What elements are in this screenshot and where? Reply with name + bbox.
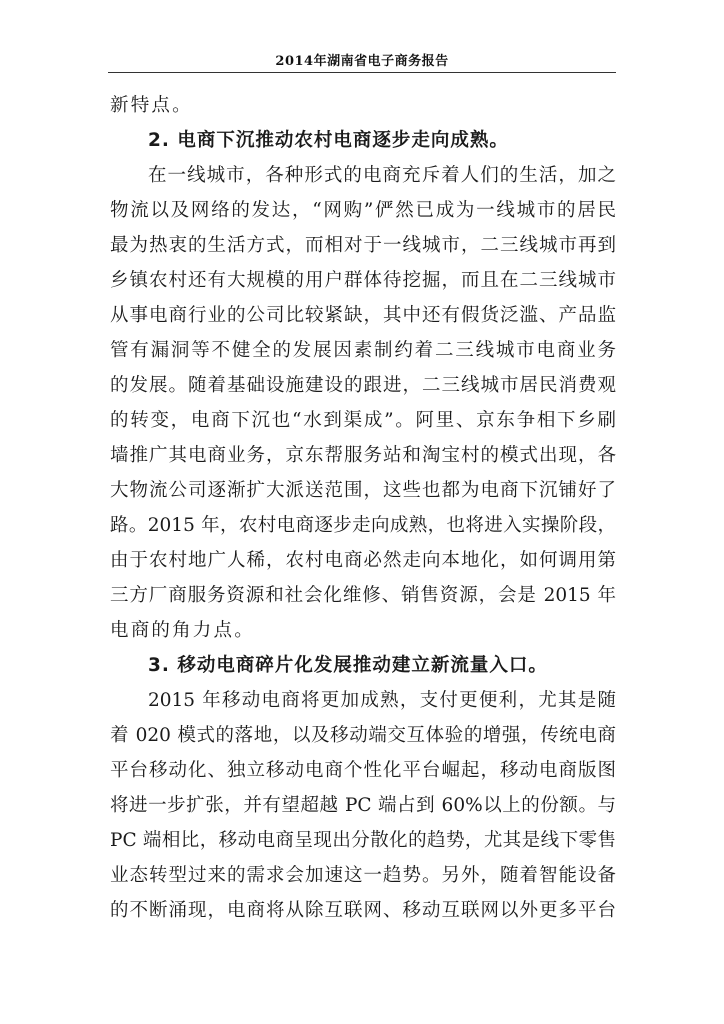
section-heading-3: 3. 移动电商碎片化发展推动建立新流量入口。 <box>148 655 548 676</box>
paragraph-line: 乡镇农村还有大规模的用户群体待挖掘，而且在二三线城市 <box>110 270 616 291</box>
text-line: 新特点。 <box>110 95 193 116</box>
paragraph-line: 三方厂商服务资源和社会化维修、销售资源，会是 2015 年 <box>110 585 616 606</box>
paragraph-line: 的转变，电商下沉也“水到渠成”。阿里、京东争相下乡刷 <box>110 410 616 431</box>
paragraph-line: 在一线城市，各种形式的电商充斥着人们的生活，加之 <box>148 165 616 186</box>
paragraph-line: 业态转型过来的需求会加速这一趋势。另外，随着智能设备 <box>110 865 616 886</box>
running-header-title: 2014年湖南省电子商务报告 <box>275 54 449 69</box>
paragraph-line: 着 020 模式的落地，以及移动端交互体验的增强，传统电商 <box>110 725 616 746</box>
paragraph-line: 从事电商行业的公司比较紧缺，其中还有假货泛滥、产品监 <box>110 305 616 326</box>
paragraph-line: 的发展。随着基础设施建设的跟进，二三线城市居民消费观 <box>110 375 616 396</box>
paragraph-line: 2015 年移动电商将更加成熟，支付更便利，尤其是随 <box>148 690 616 711</box>
section-heading-2: 2. 电商下沉推动农村电商逐步走向成熟。 <box>148 130 509 151</box>
paragraph-line: PC 端相比，移动电商呈现出分散化的趋势，尤其是线下零售 <box>110 830 616 851</box>
paragraph-line: 物流以及网络的发达，“网购”俨然已成为一线城市的居民 <box>110 200 616 221</box>
paragraph-line: 大物流公司逐渐扩大派送范围，这些也都为电商下沉铺好了 <box>110 480 616 501</box>
paragraph-line: 由于农村地广人稀，农村电商必然走向本地化，如何调用第 <box>110 550 616 571</box>
paragraph-line: 的不断涌现，电商将从除互联网、移动互联网以外更多平台 <box>110 900 616 921</box>
paragraph-line: 最为热衷的生活方式，而相对于一线城市，二三线城市再到 <box>110 235 616 256</box>
header-divider <box>108 72 616 73</box>
paragraph-line: 墙推广其电商业务，京东帮服务站和淘宝村的模式出现，各 <box>110 445 616 466</box>
paragraph-line: 平台移动化、独立移动电商个性化平台崛起，移动电商版图 <box>110 760 616 781</box>
paragraph-line: 电商的角力点。 <box>110 620 255 641</box>
paragraph-line: 将进一步扩张，并有望超越 PC 端占到 60%以上的份额。与 <box>110 795 616 816</box>
paragraph-line: 路。2015 年，农村电商逐步走向成熟，也将进入实操阶段， <box>110 515 616 536</box>
document-body <box>110 88 616 928</box>
paragraph-line: 管有漏洞等不健全的发展因素制约着二三线城市电商业务 <box>110 340 616 361</box>
